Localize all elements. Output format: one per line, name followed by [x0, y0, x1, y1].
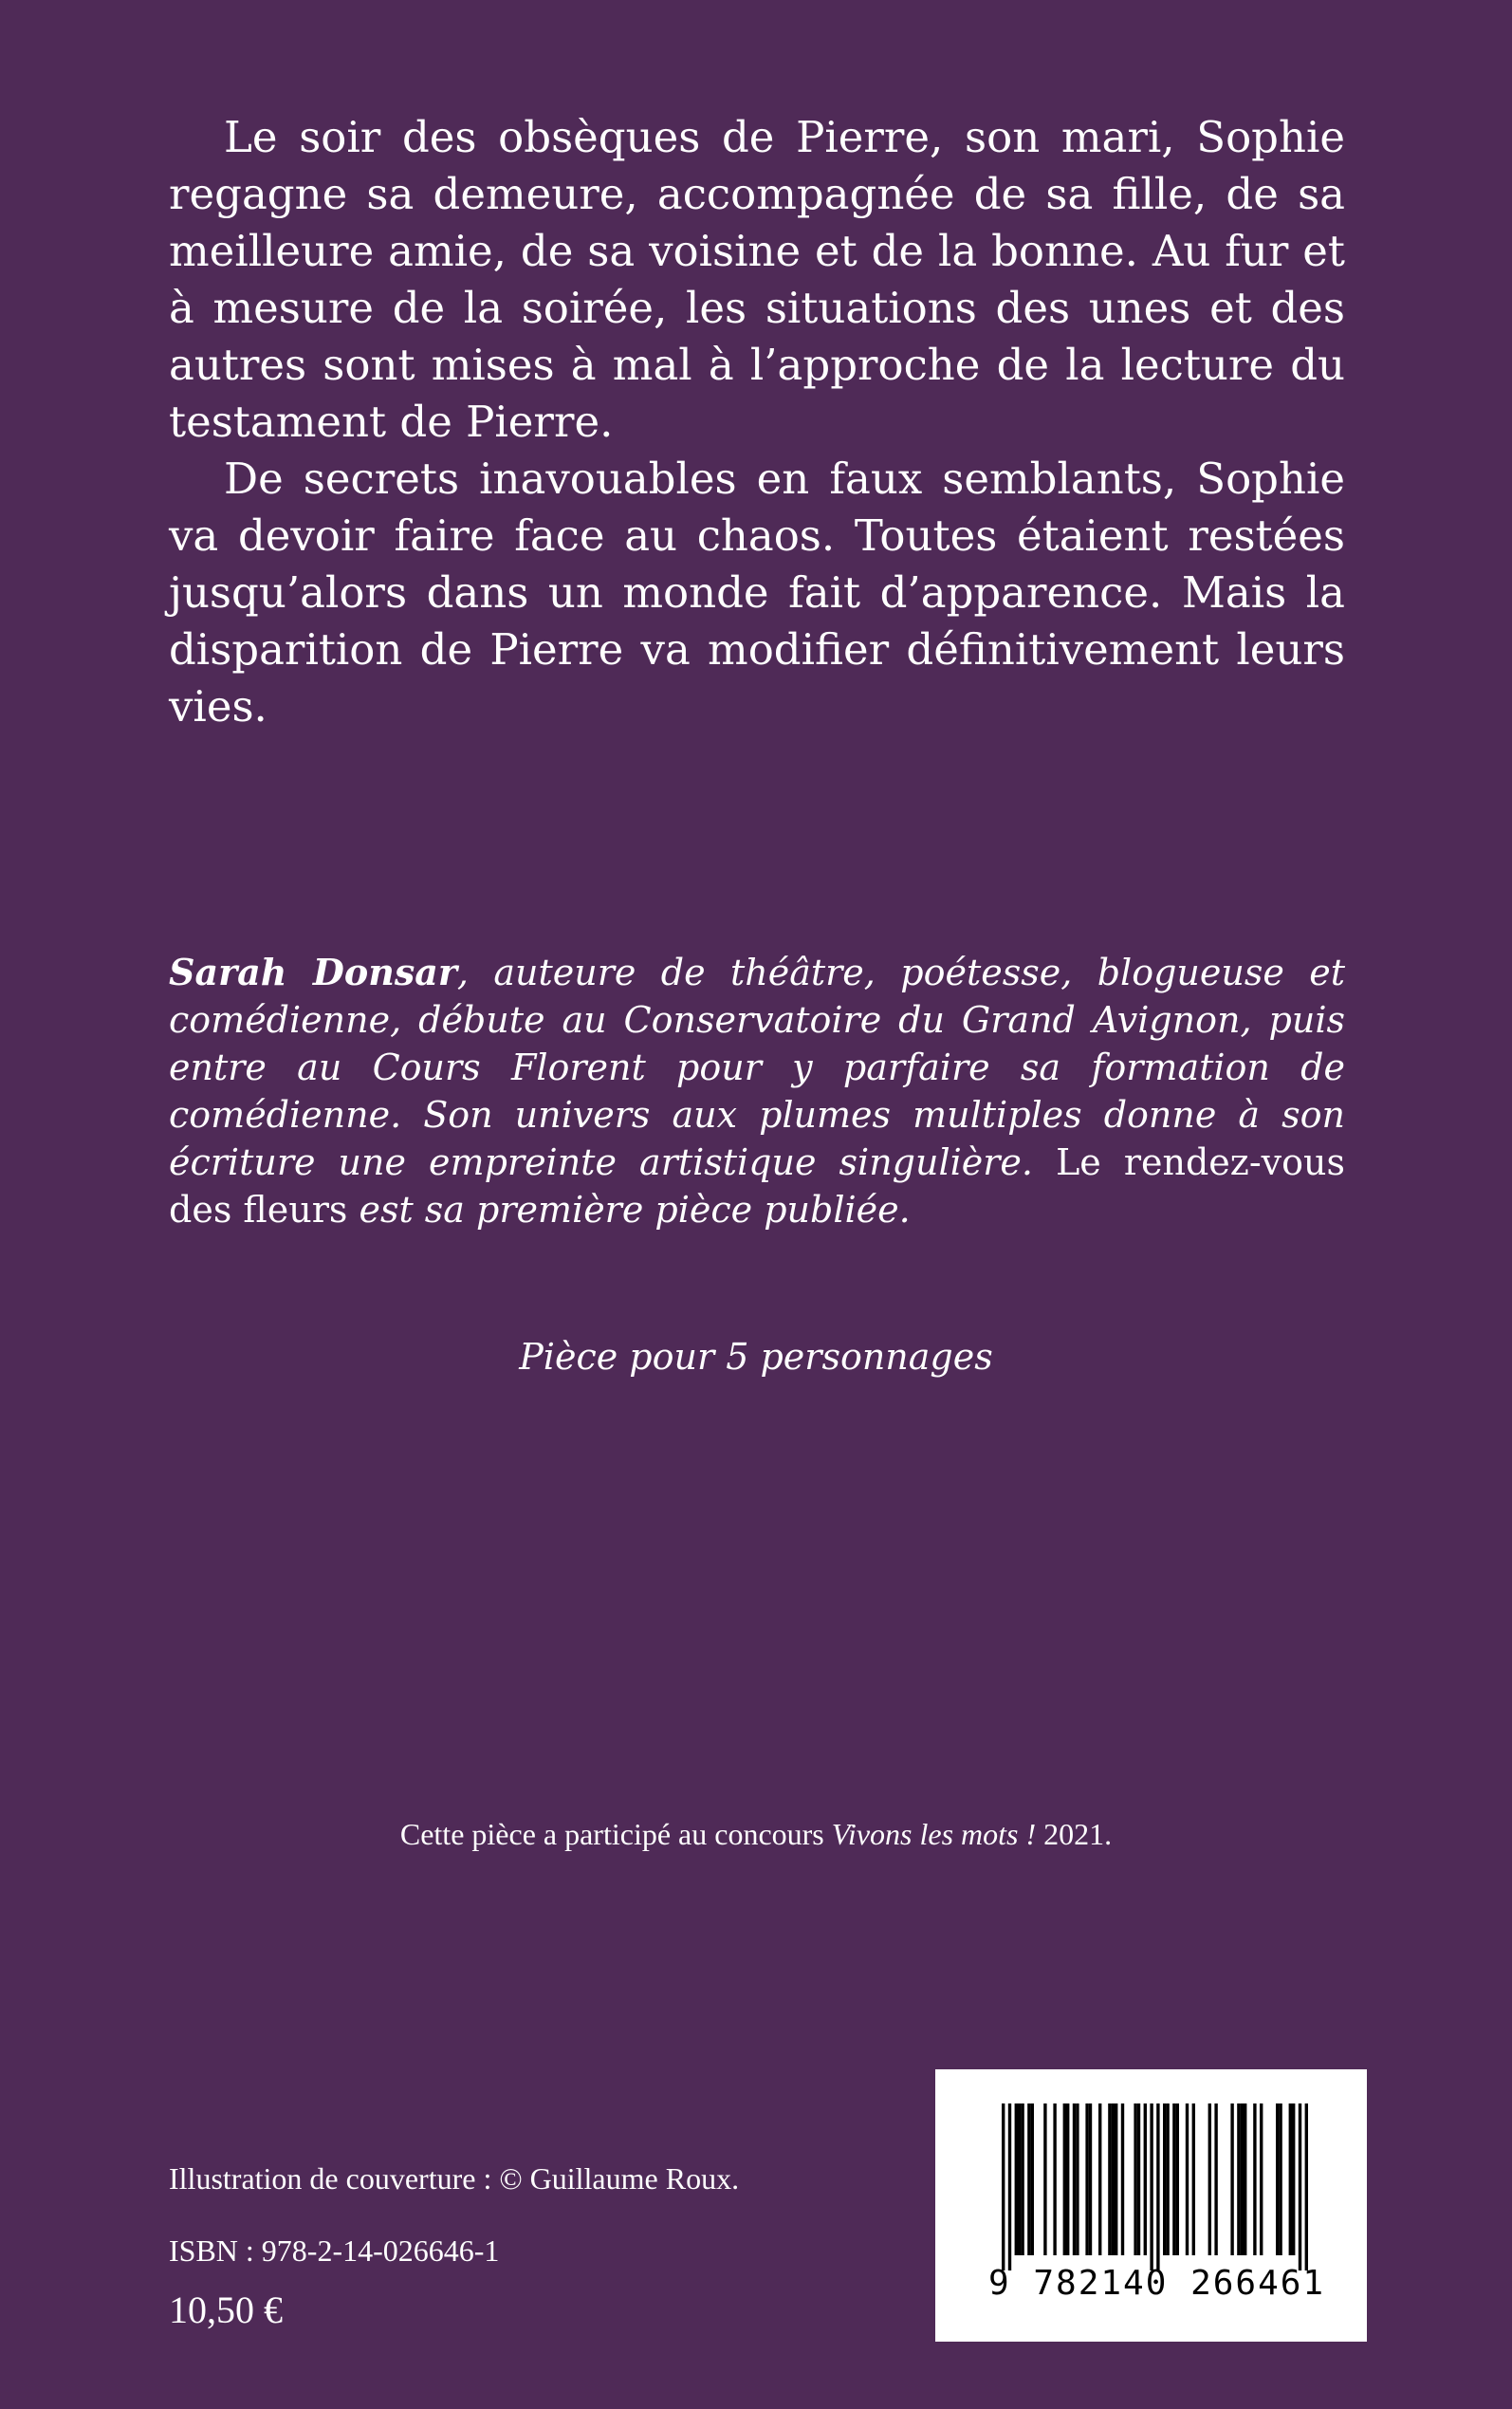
barcode-bar — [1076, 2103, 1079, 2255]
barcode-bar — [1163, 2103, 1166, 2255]
barcode-bar — [1008, 2103, 1011, 2270]
barcode-bar — [1134, 2103, 1136, 2255]
contest-name: Vivons les mots ! — [831, 1817, 1037, 1851]
book-title: Le rendez-vous des fleurs — [169, 1141, 1345, 1231]
barcode-bar — [1066, 2103, 1069, 2255]
barcode-bar — [1089, 2103, 1092, 2255]
barcode-bar — [1108, 2103, 1111, 2255]
barcode-digits: 9 782140 266461 — [988, 2264, 1326, 2303]
barcode-bar — [1121, 2103, 1124, 2255]
barcode-bar — [1073, 2103, 1076, 2255]
barcode-bar — [1115, 2103, 1117, 2255]
barcode-bar — [1176, 2103, 1179, 2255]
author-bio-text-2: est sa première pièce publiée. — [347, 1189, 911, 1231]
barcode-bar — [1292, 2103, 1295, 2255]
barcode-bar — [1241, 2103, 1244, 2255]
barcode-bar — [1015, 2103, 1018, 2255]
barcode-bar — [1260, 2103, 1263, 2255]
barcode-bar — [1043, 2103, 1046, 2255]
barcode-bar — [1166, 2103, 1169, 2255]
barcode-bar — [1230, 2103, 1233, 2255]
barcode — [935, 2069, 1367, 2342]
barcode-bar — [1150, 2103, 1152, 2270]
barcode-bar — [1305, 2103, 1308, 2270]
barcode-bar — [1144, 2103, 1147, 2255]
price: 10,50 € — [169, 2289, 283, 2331]
barcode-bar — [1002, 2103, 1005, 2270]
summary-paragraph-1: Le soir des obsèques de Pierre, son mari, Sophie regagne sa demeure, accompagnée de sa fille, de sa meilleure amie, de sa voisine et de la bonne. Au fur et à mesure de la soirée, les situations des unes et des autres sont mises à mal à l’approche de la lecture du testament de Pierre. — [169, 112, 1345, 447]
contest-note — [0, 1815, 1512, 1853]
barcode-bar — [1237, 2103, 1240, 2255]
barcode-bar — [1053, 2103, 1056, 2255]
contest-prefix: Cette pièce a participé au concours — [399, 1817, 832, 1851]
barcode-bar — [1031, 2103, 1034, 2255]
barcode-bar — [1186, 2103, 1189, 2255]
barcode-bar — [1098, 2103, 1101, 2255]
back-cover-summary — [169, 109, 1345, 735]
author-name: Sarah Donsar — [169, 951, 457, 993]
barcode-bar — [1018, 2103, 1021, 2255]
barcode-bar — [1276, 2103, 1279, 2255]
barcode-bar — [1027, 2103, 1030, 2255]
barcode-bar — [1244, 2103, 1246, 2255]
barcode-bar — [1172, 2103, 1175, 2255]
barcode-bar — [1112, 2103, 1115, 2255]
barcode-bar — [1021, 2103, 1023, 2255]
barcode-bar — [1156, 2103, 1159, 2270]
barcode-bar — [1253, 2103, 1256, 2255]
barcode-bar — [1299, 2103, 1301, 2270]
barcode-bar — [1289, 2103, 1292, 2255]
illustration-credit: Illustration de couverture : © Guillaume Roux. — [169, 2161, 740, 2196]
summary-paragraph-2: De secrets inavouables en faux semblants, Sophie va devoir faire face au chaos. Toutes étaient restées jusqu’alors dans un monde fait d’apparence. Mais la disparition de Pierre va modifier définitivement leurs vies. — [169, 454, 1345, 732]
barcode-bar — [1192, 2103, 1195, 2255]
author-bio-text-1: , auteure de théâtre, poétesse, blogueuse et comédienne, débute au Conservatoire du Grand Avignon, puis entre au Cours Florent pour y parfaire sa formation de comédienne. Son univers aux plumes multiples donne à son écriture une empreinte artistique singulière. — [169, 952, 1345, 1183]
barcode-bar — [1214, 2103, 1217, 2255]
contest-suffix: 2021. — [1036, 1817, 1113, 1851]
characters-note: Pièce pour 5 personnages — [519, 1336, 993, 1378]
barcode-bar — [1063, 2103, 1066, 2255]
barcode-bar — [1137, 2103, 1140, 2255]
barcode-bar — [1208, 2103, 1211, 2255]
barcode-bar — [1085, 2103, 1088, 2255]
author-bio — [169, 949, 1345, 1233]
isbn: ISBN : 978-2-14-026646-1 — [169, 2233, 500, 2268]
barcode-bar — [1279, 2103, 1282, 2255]
